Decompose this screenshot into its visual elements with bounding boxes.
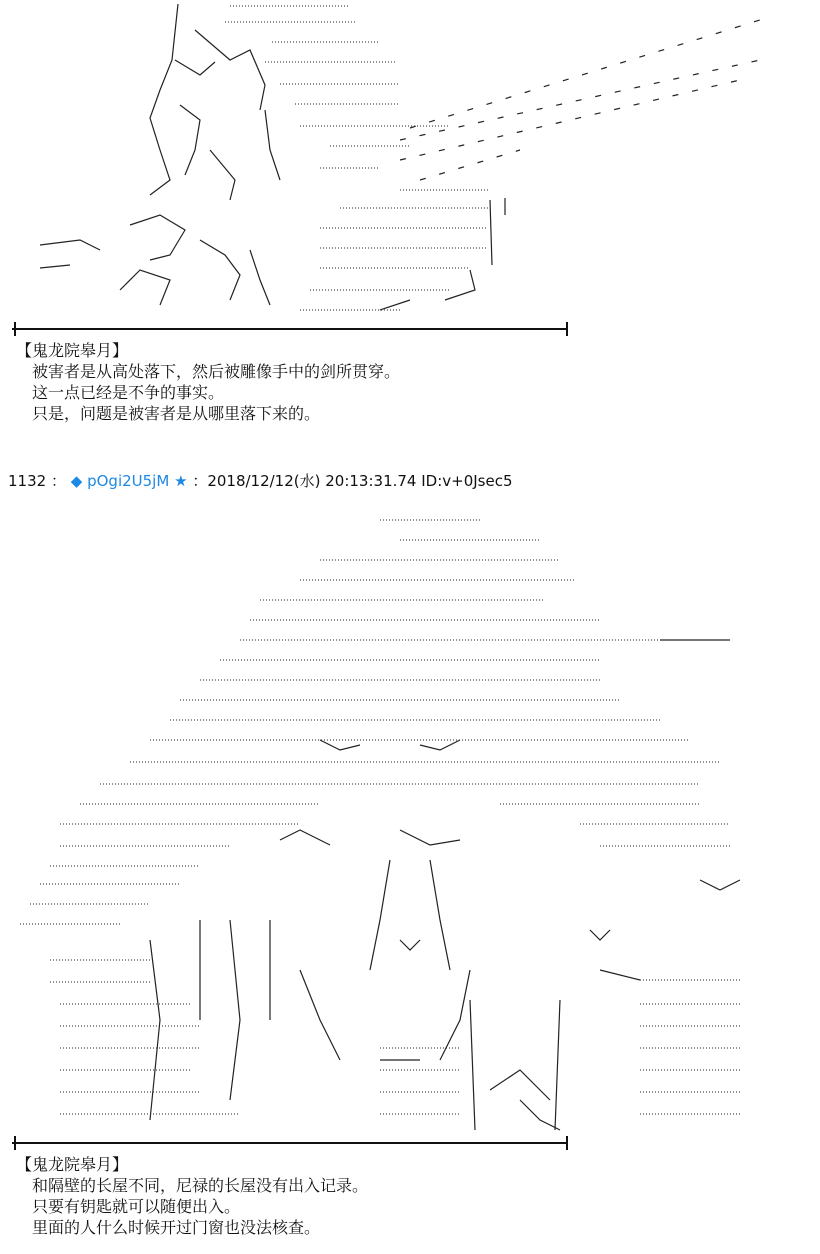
star-icon: ★: [174, 472, 188, 490]
bottom-ascii-art: [0, 500, 820, 1136]
top-ascii-art: [0, 0, 820, 322]
character-ascii-art-illustration: [0, 500, 820, 1136]
post-number[interactable]: 1132: [8, 472, 47, 490]
statue-ascii-art-illustration: [0, 0, 820, 322]
divider-bottom: [12, 1136, 568, 1150]
post-meta: ：2018/12/12(水) 20:13:31.74 ID:v+0Jsec5: [192, 472, 513, 490]
divider-top: [12, 322, 568, 336]
dialogue-line: 被害者是从高处落下，然后被雕像手中的剑所贯穿。: [32, 362, 401, 381]
diamond-icon: ◆: [70, 472, 83, 490]
speaker-name: 【鬼龙院皋月】: [16, 1155, 129, 1174]
dialogue-line: 只是，问题是被害者是从哪里落下来的。: [32, 404, 321, 423]
bottom-dialogue: [16, 1154, 716, 1238]
dialogue-line: 只要有钥匙就可以随便出入。: [32, 1197, 241, 1216]
dialogue-line: 这一点已经是不争的事实。: [32, 383, 225, 402]
dialogue-line: 和隔壁的长屋不同，尼禄的长屋没有出入记录。: [32, 1176, 369, 1195]
trip-code: pOgi2U5jM: [87, 472, 170, 490]
speaker-name: 【鬼龙院皋月】: [16, 341, 129, 360]
dialogue-line: 里面的人什么时候开过门窗也没法核查。: [32, 1218, 321, 1237]
post-separator: ：: [50, 472, 66, 490]
post-header: [8, 470, 513, 492]
top-dialogue: [16, 340, 716, 424]
